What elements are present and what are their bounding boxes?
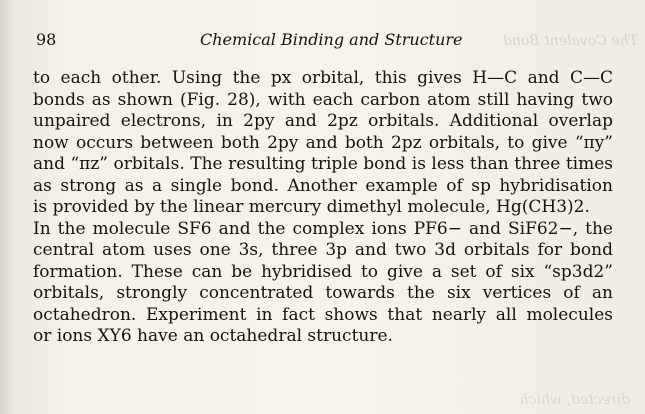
- text-line-2: bonds as shown (Fig. 28), with each carbon atom still having two: [33, 89, 613, 110]
- text-line-5: and “πz” orbitals. The resulting triple bond is less than three times: [33, 154, 613, 174]
- running-head: Chemical Binding and Structure: [200, 30, 463, 49]
- body-text: [33, 68, 613, 348]
- text-line-12: octahedron. Experiment in fact shows that nearly all molecules: [33, 304, 613, 325]
- bleed-through-top: The Covalent Bond: [502, 33, 638, 49]
- text-line-4: now occurs between both 2py and both 2pz orbitals, to give “πy”: [33, 132, 613, 153]
- text-line-11: orbitals, strongly concentrated towards the six vertices of an: [33, 283, 613, 303]
- text-line-6: as strong as a single bond. Another example of sp hybridisation: [33, 175, 613, 196]
- text-line-8: In the molecule SF6 and the complex ions PF6− and SiF62−, the: [33, 218, 613, 239]
- text-line-10: formation. These can be hybridised to give a set of six “sp3d2”: [33, 261, 613, 282]
- text-line-7: is provided by the linear mercury dimethyl molecule, Hg(CH3)2.: [33, 197, 590, 217]
- page-number: 98: [36, 30, 57, 49]
- text-line-1: to each other. Using the px orbital, this gives H—C and C—C: [33, 68, 613, 88]
- gutter-shadow: [0, 0, 14, 414]
- text-line-13: or ions XY6 have an octahedral structure.: [33, 326, 393, 346]
- bleed-through-bottom: directed, which: [519, 392, 630, 408]
- text-line-9: central atom uses one 3s, three 3p and two 3d orbitals for bond: [33, 240, 613, 260]
- text-line-3: unpaired electrons, in 2py and 2pz orbitals. Additional overlap: [33, 111, 613, 131]
